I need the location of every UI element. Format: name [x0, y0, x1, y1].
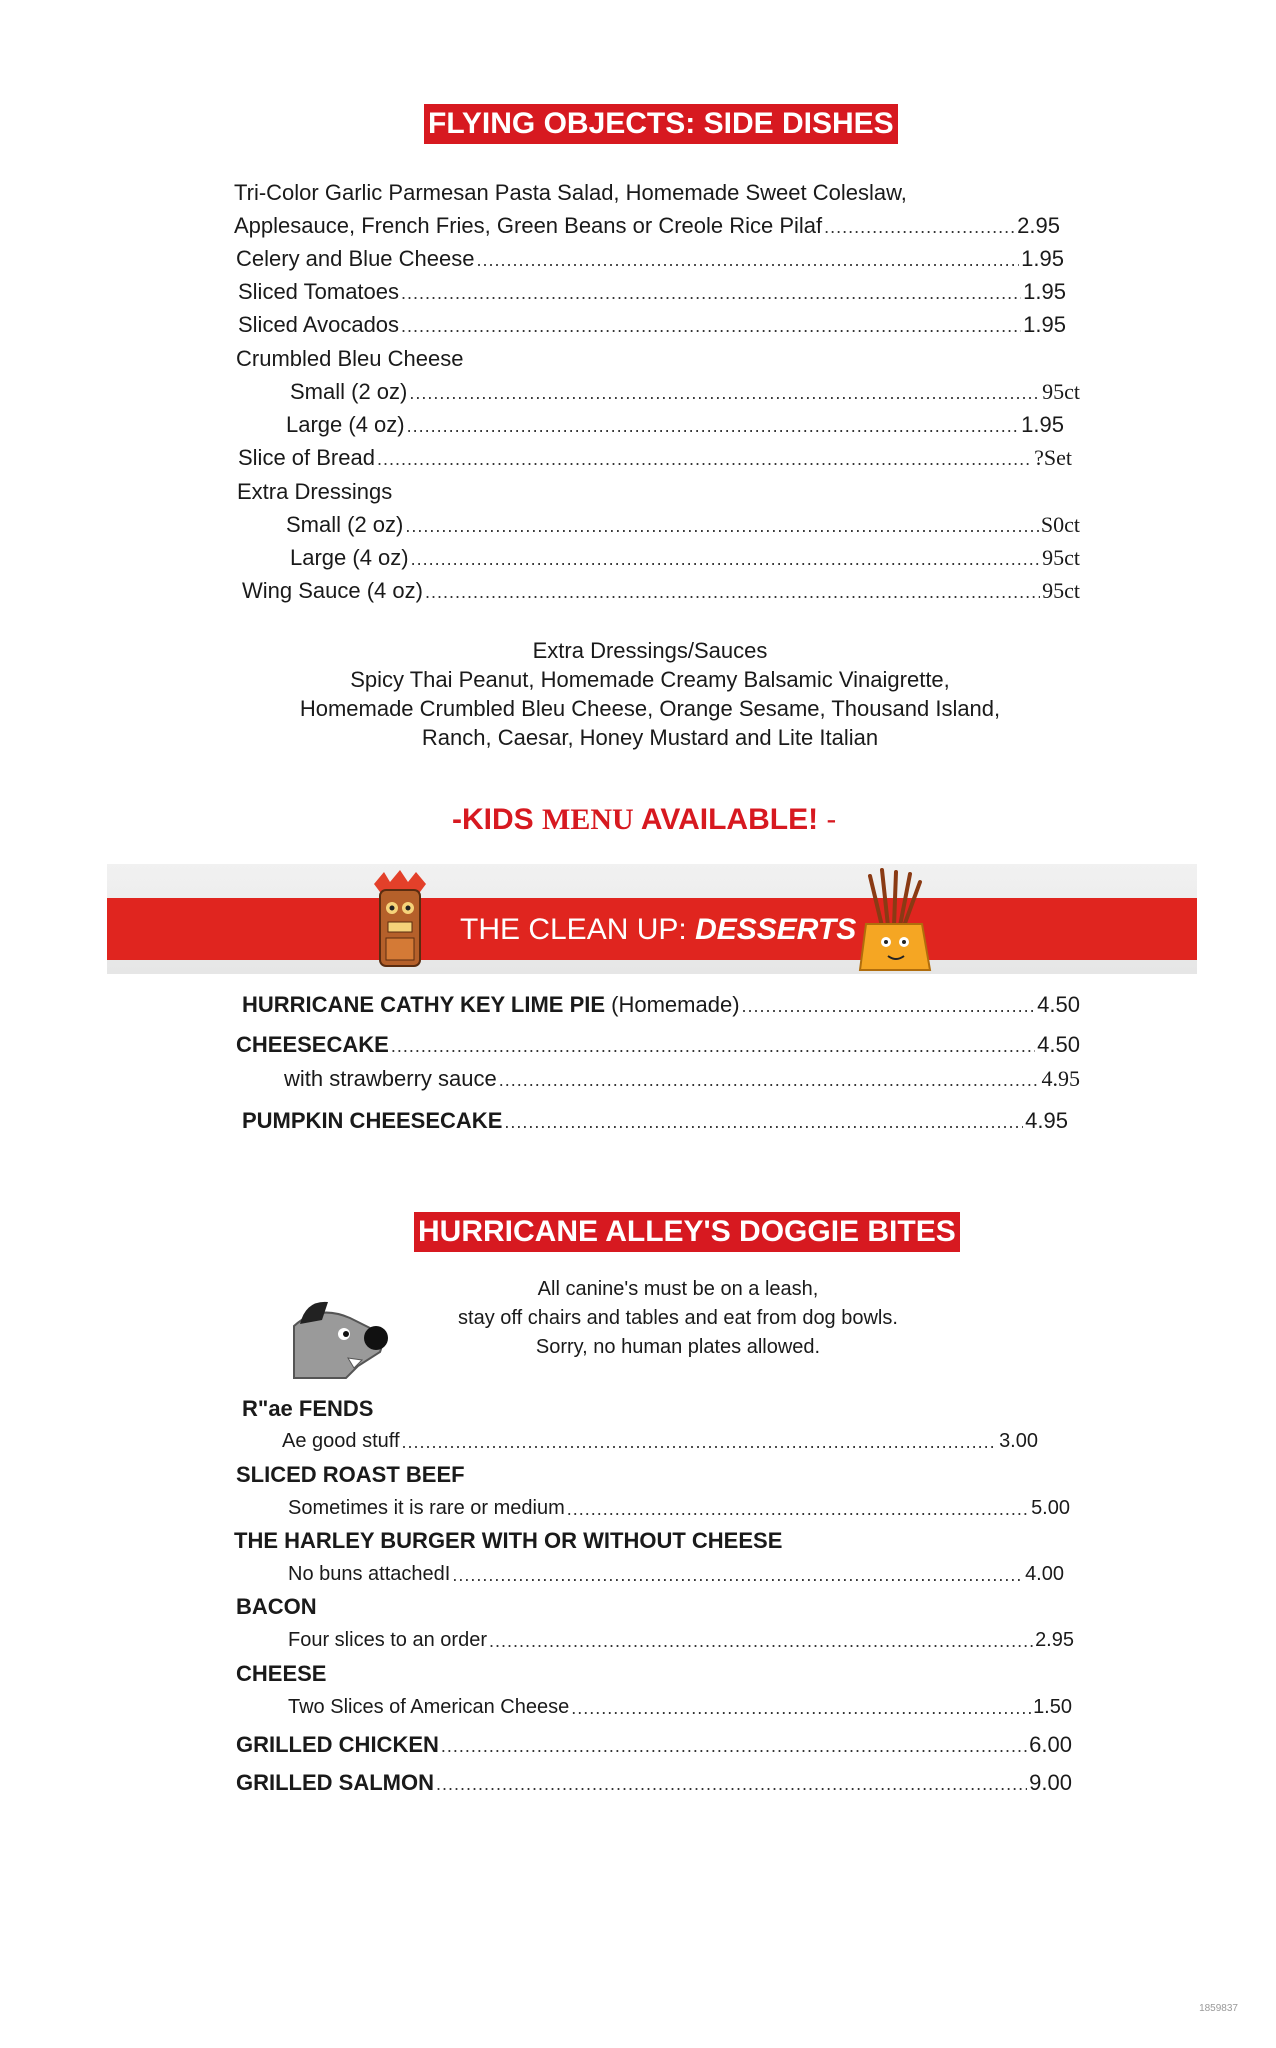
item-price: S0ct [1040, 512, 1080, 537]
menu-item [282, 1426, 1038, 1456]
item-label: Ae good stuff [282, 1430, 400, 1452]
item-label: Large (4 oz) [286, 412, 405, 437]
desserts-banner-title [460, 910, 856, 950]
doggie-item-heading: THE HARLEY BURGER WITH OR WITHOUT CHEESE [234, 1528, 783, 1553]
item-price: 4.95 [1041, 1066, 1080, 1091]
item-price: ?Set [1034, 445, 1072, 470]
doggie-item-heading: BACON [236, 1594, 317, 1619]
sides-intro-price: 2.95 [1017, 213, 1060, 238]
kids-text-a: -KIDS [452, 803, 542, 836]
item-label: No buns attachedI [288, 1563, 451, 1585]
doggie-rule1: All canine's must be on a leash, [537, 1278, 819, 1300]
menu-item [236, 1030, 1080, 1060]
menu-item [242, 990, 1080, 1020]
menu-item [242, 1106, 1068, 1136]
item-label: Sliced Tomatoes [238, 279, 400, 304]
sauces-heading: Extra Dressings/Sauces [532, 638, 768, 663]
item-label: PUMPKIN CHEESECAKE [242, 1108, 503, 1133]
item-label: Two Slices of American Cheese [288, 1696, 570, 1718]
dot-leader [824, 216, 1015, 241]
menu-item [286, 410, 1064, 440]
menu-item [284, 1064, 1080, 1094]
dot-leader [567, 1498, 1029, 1523]
doggie-rule3: Sorry, no human plates allowed. [535, 1336, 821, 1358]
kids-menu-notice [452, 800, 836, 840]
dot-leader [425, 581, 1040, 606]
kids-text-c: AVAILABLE! [633, 803, 827, 836]
menu-item [288, 1559, 1064, 1589]
dot-leader [401, 315, 1021, 340]
item-price: 2.95 [1035, 1629, 1074, 1651]
dot-leader [742, 995, 1036, 1020]
item-price: 1.95 [1021, 246, 1064, 271]
sauces-line1: Spicy Thai Peanut, Homemade Creamy Balsamic Vinaigrette, [350, 667, 950, 692]
dot-leader [402, 1431, 998, 1456]
menu-item [290, 377, 1080, 407]
item-label: GRILLED CHICKEN [236, 1732, 439, 1757]
dot-leader [441, 1735, 1027, 1760]
item-price: 95ct [1042, 379, 1080, 404]
item-label: Wing Sauce (4 oz) [242, 578, 423, 603]
item-price: 1.50 [1033, 1696, 1072, 1718]
dot-leader [476, 249, 1019, 274]
dot-leader [409, 382, 1040, 407]
dot-leader [504, 1111, 1023, 1136]
menu-item [290, 543, 1080, 573]
dot-leader [377, 448, 1032, 473]
sauces-line3: Ranch, Caesar, Honey Mustard and Lite Italian [421, 725, 879, 750]
fries-mascot-icon [852, 866, 934, 976]
item-price: 4.00 [1025, 1563, 1064, 1585]
doggie-item-heading: R"ae FENDS [242, 1396, 374, 1421]
banner-title-a: THE CLEAN UP: [460, 913, 696, 946]
item-name: HURRICANE CATHY KEY LIME PIE [242, 992, 606, 1017]
dot-leader [405, 515, 1039, 540]
item-label [242, 990, 740, 1020]
item-label: Small (2 oz) [286, 512, 404, 537]
dot-leader [407, 415, 1020, 440]
item-price: 1.95 [1023, 279, 1066, 304]
doggie-bites-title: HURRICANE ALLEY'S DOGGIE BITES [414, 1212, 960, 1252]
doggie-item-heading: CHEESE [236, 1661, 327, 1686]
item-price: 1.95 [1021, 412, 1064, 437]
menu-item [238, 277, 1066, 307]
doggie-item-heading: SLICED ROAST BEEF [236, 1462, 465, 1487]
item-price: 4.50 [1037, 992, 1080, 1017]
tiki-mascot-icon [364, 870, 436, 974]
item-label: Large (4 oz) [290, 545, 409, 570]
item-label: CHEESECAKE [236, 1032, 389, 1057]
item-price: 95ct [1042, 545, 1080, 570]
item-label: Four slices to an order [288, 1629, 487, 1651]
sauces-line2: Homemade Crumbled Bleu Cheese, Orange Sesame, Thousand Island, [299, 696, 1001, 721]
dot-leader [391, 1035, 1035, 1060]
kids-text-d: - [826, 803, 837, 836]
item-price: 9.00 [1029, 1770, 1072, 1795]
side-dishes-title: FLYING OBJECTS: SIDE DISHES [424, 104, 898, 144]
sides-intro-line1: Tri-Color Garlic Parmesan Pasta Salad, Homemade Sweet Coleslaw, [234, 180, 907, 205]
menu-item [242, 576, 1080, 606]
menu-item [236, 244, 1064, 274]
item-price: 4.95 [1025, 1108, 1068, 1133]
menu-item [288, 1625, 1074, 1655]
menu-item [238, 310, 1066, 340]
menu-item [236, 1768, 1072, 1798]
footer-code: 1859837 [1199, 2003, 1238, 2014]
sides-intro-row [234, 211, 1060, 241]
dot-leader [401, 282, 1021, 307]
item-label: Small (2 oz) [290, 379, 408, 404]
menu-item [288, 1493, 1070, 1523]
dot-leader [489, 1630, 1033, 1655]
banner-title-b: DESSERTS [695, 913, 857, 946]
menu-item [238, 443, 1072, 473]
item-label: Slice of Bread [238, 445, 375, 470]
kids-text-b: MENU [542, 803, 634, 836]
menu-item [286, 510, 1080, 540]
bleu-cheese-heading: Crumbled Bleu Cheese [236, 346, 464, 371]
dressings-heading: Extra Dressings [237, 479, 393, 504]
item-price: 4.50 [1037, 1032, 1080, 1057]
dot-leader [411, 548, 1040, 573]
item-note: (Homemade) [605, 992, 740, 1017]
item-label: GRILLED SALMON [236, 1770, 434, 1795]
dot-leader [499, 1069, 1040, 1094]
menu-item [236, 1730, 1072, 1760]
item-label: with strawberry sauce [284, 1066, 497, 1091]
item-price: 1.95 [1023, 312, 1066, 337]
dot-leader [452, 1564, 1023, 1589]
item-price: 3.00 [999, 1430, 1038, 1452]
item-label: Sometimes it is rare or medium [288, 1497, 565, 1519]
doggie-rule2: stay off chairs and tables and eat from dog bowls. [458, 1307, 898, 1329]
item-label: Sliced Avocados [238, 312, 400, 337]
dot-leader [436, 1773, 1027, 1798]
item-price: 5.00 [1031, 1497, 1070, 1519]
dot-leader [571, 1697, 1031, 1722]
item-price: 6.00 [1029, 1732, 1072, 1757]
item-price: 95ct [1042, 578, 1080, 603]
sides-intro-line2: Applesauce, French Fries, Green Beans or Creole Rice Pilaf [234, 213, 823, 238]
menu-item [288, 1692, 1072, 1722]
item-label: Celery and Blue Cheese [236, 246, 475, 271]
